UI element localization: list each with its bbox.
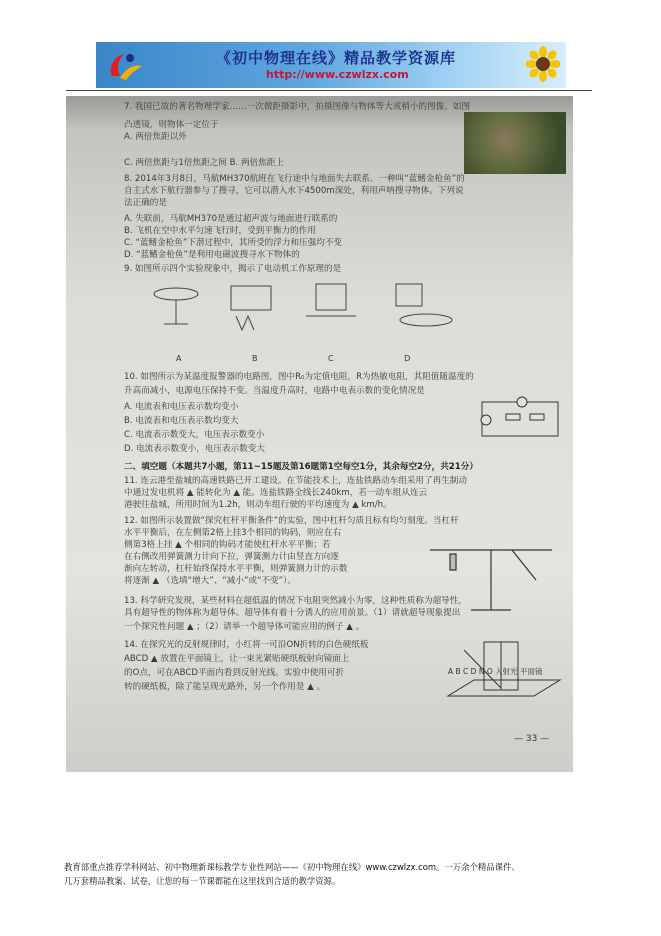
page-text-line: 具有超导性的物体称为超导体。超导体有着十分诱人的应用前景。（1）请就超导现象提出	[124, 608, 461, 618]
page-text-line: 侧第3格上挂 ▲ 个相同的钩码才能使杠杆水平平衡；若	[124, 540, 331, 550]
header-rule	[66, 90, 592, 91]
page-text-line: 8. 2014年3月8日，马航MH370航班在飞行途中与地面失去联系。一种叫“蓝鳍金枪鱼”的	[124, 174, 465, 184]
page-text-line: D. “蓝鳍金枪鱼”是利用电磁波搜寻水下物体的	[124, 250, 300, 260]
page-text-line: 将逐渐 ▲ （选填“增大”、“减小”或“不变”）。	[124, 576, 296, 586]
page-text-line: B. 飞机在空中水平匀速飞行时，受到平衡力的作用	[124, 226, 316, 236]
exam-page-photo	[66, 96, 573, 772]
page-text-line: 水平平衡后，在左侧第2格上挂3个相同的钩码，则应在右	[124, 528, 342, 538]
page-text-line: 凸透镜，则物体一定位于	[124, 120, 219, 130]
footer-text	[64, 860, 604, 888]
page-text-line: 自主式水下航行器参与了搜寻，它可以潜入水下4500m深处，利用声呐搜寻物体。下列说	[124, 186, 464, 196]
banner-url[interactable]: http://www.czwlzx.com	[266, 68, 409, 81]
page-text-line: ABCD ▲ 放置在平面镜上，让一束光紧贴硬纸板射向镜面上	[124, 654, 350, 664]
page-text-line: 7. 我国已故的著名物理学家……一次微距摄影中，拍摄图像与物体等大或稍小的图像。如图	[124, 102, 471, 112]
footer-line-1: 教育部重点推荐学科网站、初中物理新课标教学专业性网站——《初中物理在线》www.czwlzx.com。一万余个精品课件、	[64, 862, 520, 872]
footer-line-2: 几万套精品教案、试卷，让您的每一节课都能在这里找到合适的教学资源。	[64, 876, 341, 886]
page-text-line: 9. 如图所示四个实验现象中，揭示了电动机工作原理的是	[124, 264, 342, 274]
site-logo-icon	[106, 48, 144, 82]
page-text-line: 11. 连云港至盐城的高速铁路已开工建设。在节能技术上，连盐铁路动车组采用了再生制动	[124, 476, 467, 486]
page-text-line: C. 电流表示数变大，电压表示数变小	[124, 430, 265, 440]
banner-title: 《初中物理在线》精品教学资源库	[216, 49, 457, 67]
page-text-line: C. “蓝鳍金枪鱼”下潜过程中，其所受的浮力和压强均不变	[124, 238, 343, 248]
page-text-line: 13. 科学研究发现，某些材料在超低温的情况下电阻突然减小为零，这种性质称为超导性，	[124, 596, 467, 606]
page-text-line: 的O点，可在ABCD平面内看到反射光线。实验中使用可折	[124, 668, 345, 678]
page-text-line: 10. 如图所示为某温度报警器的电路图，图中R₀为定值电阻，R为热敏电阻，其阻值随温度的	[124, 372, 474, 382]
page-text-line: D. 电流表示数变小，电压表示数变大	[124, 444, 265, 454]
page-text-line: A. 电流表和电压表示数均变小	[124, 402, 239, 412]
figure-9-experiments	[136, 276, 466, 356]
page-text-line: 港驶往盐城，所用时间为1.2h，则动车组行驶的平均速度为 ▲ km/h。	[124, 500, 392, 510]
page-text-line: 14. 在探究光的反射规律时，小红将一可沿ON折转的白色硬纸板	[124, 640, 369, 650]
page-text-line: 法正确的是	[124, 198, 167, 208]
sunflower-icon	[526, 46, 560, 84]
figure-10-circuit	[476, 394, 566, 444]
header-banner	[96, 42, 566, 88]
page-number: — 33 —	[514, 734, 550, 744]
page-text-line: A. 两倍焦距以外	[124, 132, 187, 142]
page-text-line: 一个探究性问题 ▲ ；（2）请举一个超导体可能应用的例子 ▲ 。	[124, 622, 365, 632]
page-text-line: C. 两倍焦距与1倍焦距之间 B. 两倍焦距上	[124, 158, 284, 168]
figure-14-labels: A B C D N O 入射光 平面镜	[448, 667, 543, 676]
page-text-line: 升高而减小，电源电压保持不变。当温度升高时，电路中电表示数的变化情况是	[124, 386, 425, 396]
figure-12-lever	[426, 536, 556, 616]
page-text-line: 在右侧改用弹簧测力计向下拉，弹簧测力计由竖直方向逐	[124, 552, 339, 562]
page-text-line: 转的硬纸板，除了能呈现光路外，另一个作用是 ▲ 。	[124, 682, 326, 692]
page-text-line: 渐向左转动，杠杆始终保持水平平衡，则弹簧测力计的示数	[124, 564, 348, 574]
figure-9-labels: A B C D	[176, 354, 411, 363]
page-text-line: B. 电流表和电压表示数均变大	[124, 416, 239, 426]
page-text-line: A. 失联前，马航MH370是通过超声波与地面进行联系的	[124, 214, 338, 224]
page-text-line: 中通过发电机将 ▲ 能转化为 ▲ 能。连盐铁路全线长240km，若一动车组从连云	[124, 488, 428, 498]
page-text-line: 二、填空题（本题共7小题，第11~15题及第16题第1空每空1分，其余每空2分，共21分）	[124, 462, 478, 472]
page-text-line: 12. 如图所示装置做“探究杠杆平衡条件”的实验，图中杠杆匀质且标有均匀刻度。当杠杆	[124, 516, 459, 526]
field-photo	[464, 112, 566, 174]
